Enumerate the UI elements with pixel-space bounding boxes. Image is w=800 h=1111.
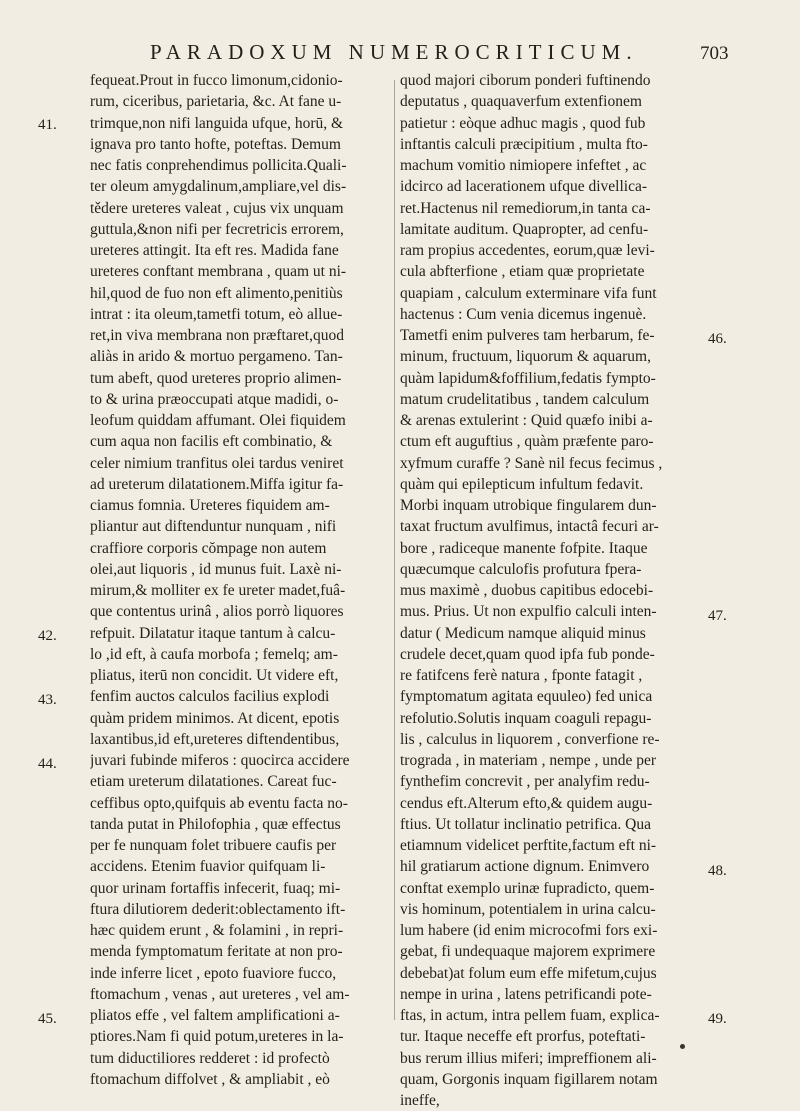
text-line: intrat : ita oleum,tametfi totum, eò allue- — [90, 305, 343, 323]
text-line: minum, fructuum, liquorum & aquarum, — [400, 348, 651, 366]
text-line: tanda putat in Philofophia , quæ effectus — [90, 815, 341, 833]
text-line: juvari fubinde miferos : quocirca accidere — [90, 752, 350, 769]
text-line: to & urina præoccupati atque madidi, o- — [90, 390, 339, 408]
column-divider — [394, 80, 395, 1020]
text-line: patietur : eòque adhuc magis , quod fub — [400, 114, 646, 132]
text-line: quàm lapidum&foffilium,fedatis fympto- — [400, 369, 656, 387]
text-line: debebat)at folum eum effe mifetum,cujus — [400, 964, 657, 982]
text-line: ftas, in actum, intra pellem fuam, explica- — [400, 1007, 660, 1024]
text-line: quàm pridem minimos. At dicent, epotis — [90, 709, 340, 727]
text-line: trograda , in materiam , nempe , unde per — [400, 752, 657, 769]
text-line: hil,quod de fuo non eft alimento,penitiùs — [90, 284, 343, 302]
text-line: quapiam , calculum exterminare vifa funt — [400, 284, 657, 302]
text-line: crudele decet,quam quod ipfa fub ponde- — [400, 645, 655, 663]
text-line: accidens. Etenim fuavior quifquam li- — [90, 858, 326, 876]
text-line: etiamnum videlicet perftite,factum eft ni- — [400, 837, 657, 854]
text-line: aliàs in arido & mortuo pergameno. Tan- — [90, 348, 343, 366]
text-line: ftomachum , venas , aut ureteres , vel am- — [90, 985, 350, 1003]
text-line: mirum,& molliter ex fe ureter madet,fuâ- — [90, 582, 346, 599]
text-line: ureteres attingit. Ita eft res. Madida fane — [90, 242, 339, 259]
text-line: lo ,id eft, à caufa morbofa ; femelq; am- — [90, 645, 338, 663]
text-line: tur. Itaque neceffe eft prorfus, poteftati- — [400, 1028, 646, 1046]
text-line: ureteres conftant membrana , quam ut ni- — [90, 263, 347, 281]
text-line: ftura dilutiorem dederit:oblectamento ift- — [90, 900, 346, 918]
text-line: tum diductiliores redderet : id profectò — [90, 1049, 330, 1067]
text-line: datur ( Medicum namque aliquid minus — [400, 624, 646, 642]
text-line: ceffibus opto,quifquis ab eventu facta no- — [90, 794, 348, 812]
text-line: lamitate auditum. Quapropter, ad cenfu- — [400, 220, 649, 238]
left-column — [90, 70, 390, 1090]
section-number: 42. — [38, 628, 57, 644]
text-line: laxantibus,id eft,ureteres diftendentibus, — [90, 730, 340, 748]
section-number: 44. — [38, 756, 57, 772]
text-line: bore , radiceque manente fofpite. Itaque — [400, 539, 648, 557]
text-line: cum aqua non facilis eft combinatio, & — [90, 433, 333, 451]
section-number: 45. — [38, 1011, 57, 1027]
text-line: bus rerum illius miferi; impreffionem ali- — [400, 1049, 657, 1067]
text-line: machum vomitio nimiopere infeftet , ac — [400, 157, 647, 174]
text-line: idcirco ad lacerationem ufque divellica- — [400, 178, 648, 196]
text-line: hæc quidem erunt , & folamini , in repri- — [90, 922, 344, 939]
text-line: Tametfi enim pulveres tam herbarum, fe- — [400, 327, 655, 344]
text-line: cula abfterfione , etiam quæ proprietate — [400, 263, 645, 281]
text-line: quod majori ciborum ponderi fuftinendo — [400, 72, 651, 89]
section-number: 47. — [708, 608, 727, 624]
text-line: refpuit. Dilatatur itaque tantum à calcu- — [90, 624, 336, 642]
text-line: mus maximè , duobus capitibus edocebi- — [400, 582, 654, 599]
text-line: refolutio.Solutis inquam coaguli repagu- — [400, 709, 652, 727]
text-line: conftat exemplo urinæ fupradicto, quem- — [400, 879, 655, 897]
text-line: inde inferre licet , epoto fuaviore fucco, — [90, 964, 337, 982]
text-line: trimque,non nifi languida ufque, horū, & — [90, 114, 344, 132]
text-line: cendus eft.Alterum efto,& quidem augu- — [400, 794, 653, 812]
text-line: ignava pro tanto hofte, poteftas. Demum — [90, 135, 341, 153]
text-line: ret,in viva membrana non præftaret,quod — [90, 327, 344, 344]
text-line: per fe nunquam folet tribuere caufis per — [90, 837, 337, 854]
text-line: quàm qui epilepticum infultum fedavit. — [400, 475, 644, 493]
running-head: PARADOXUM NUMEROCRITICUM. — [150, 40, 638, 64]
text-line: lum habere (id enim microcofmi fors exi- — [400, 922, 658, 939]
ink-dot — [680, 1044, 685, 1049]
text-line: fenfim auctos calculos facilius explodi — [90, 688, 330, 706]
text-line: gebat, fi undequaque majorem exprimere — [400, 943, 656, 961]
text-line: matum crudelitatibus , tandem calculum — [400, 390, 650, 408]
text-line: craffiore corporis cŏmpage non autem — [90, 539, 327, 557]
section-number: 48. — [708, 863, 727, 879]
text-line: etiam ureterum dilatationes. Careat fuc- — [90, 773, 337, 791]
text-line: ftius. Ut tollatur inclinatio petrifica. Qua — [400, 815, 651, 833]
right-column — [400, 70, 702, 1111]
text-line: fequeat.Prout in fucco limonum,cidonio- — [90, 72, 343, 89]
page-number: 703 — [700, 43, 729, 64]
text-line: hactenus : Cum venia dicemus ingenuè. — [400, 305, 647, 323]
section-number: 41. — [38, 117, 57, 133]
text-line: taxat fructum avulfimus, intactâ fecuri ar- — [400, 518, 659, 536]
text-line: ptiores.Nam fi quid potum,ureteres in la- — [90, 1028, 344, 1046]
text-line: fynthefim concrevit , per analyfim redu- — [400, 773, 650, 791]
text-line: pliatus, iterū non concidit. Ut videre eft, — [90, 667, 339, 684]
text-line: celer nimium tranfitus olei tardus veniret — [90, 454, 344, 472]
text-line: leofum quiddam affumant. Olei fiquidem — [90, 412, 346, 429]
text-line: hil gratiarum actione dignum. Enimvero — [400, 858, 650, 876]
text-line: pliantur aut diftenduntur nunquam , nifi — [90, 518, 337, 536]
text-line: lis , calculus in liquorem , converfione re- — [400, 730, 660, 748]
text-line: & arenas extulerint : Quid quæfo inibi a- — [400, 412, 653, 429]
text-line: ctum eft auguftius , quàm præfente paro- — [400, 433, 654, 451]
section-number: 46. — [708, 331, 727, 347]
text-line: fymptomatum agitata equuleo) fed unica — [400, 688, 653, 706]
text-line: vis hominum, potentialem in urina calcu- — [400, 900, 656, 918]
text-line: ter oleum amygdalinum,ampliare,vel dis- — [90, 178, 347, 196]
text-line: xyfmum curaffe ? Sanè nil fecus fecimus , — [400, 454, 663, 472]
text-line: inftantis calculi præcipitium , multa fto- — [400, 135, 648, 153]
text-line: ciamus fomnia. Ureteres fiquidem am- — [90, 497, 330, 514]
text-line: ad ureterum dilatationem.Miffa igitur fa- — [90, 475, 344, 493]
text-line: tědere ureteres valeat , cujus vix unquam — [90, 199, 344, 217]
text-line: tum abeft, quod ureteres proprio alimen- — [90, 369, 342, 387]
text-line: re fatifcens ferè natura , fponte fatagit , — [400, 667, 643, 684]
text-line: quam, Gorgonis inquam figillarem notam — [400, 1070, 658, 1088]
text-line: olei,aut liquoris , id munus fuit. Laxè ni- — [90, 560, 342, 578]
text-line: quor urinam fortaffis infecerit, fuaq; mi- — [90, 879, 341, 897]
text-line: deputatus , quaquaverfum extenfionem — [400, 93, 642, 111]
text-line: quæcumque calculofis profutura fpera- — [400, 560, 642, 578]
text-line: rum, ciceribus, parietaria, &c. At fane u- — [90, 93, 342, 111]
text-line: Morbi inquam utrobique fingularem dun- — [400, 497, 657, 514]
text-line: menda fymptomatum feritate at non pro- — [90, 943, 343, 961]
text-line: ineffe, — [400, 1092, 440, 1109]
text-line: ret.Hactenus nil remediorum,in tanta ca- — [400, 199, 651, 217]
text-line: mus. Prius. Ut non expulfio calculi inten- — [400, 603, 657, 621]
text-line: nec fatis conprehendimus pollicita.Quali- — [90, 157, 347, 174]
text-line: ftomachum diffolvet , & ampliabit , eò — [90, 1070, 330, 1088]
text-line: pliatos effe , vel faltem amplificationi a- — [90, 1007, 340, 1024]
section-number: 43. — [38, 692, 57, 708]
section-number: 49. — [708, 1011, 727, 1027]
text-line: que contentus urinâ , alios porrò liquores — [90, 603, 344, 621]
text-line: ram propius accedentes, eorum,quæ levi- — [400, 242, 655, 259]
text-line: nempe in urina , latens petrificandi pote- — [400, 985, 652, 1003]
text-line: guttula,&non nifi per fecretricis errorem, — [90, 220, 344, 238]
